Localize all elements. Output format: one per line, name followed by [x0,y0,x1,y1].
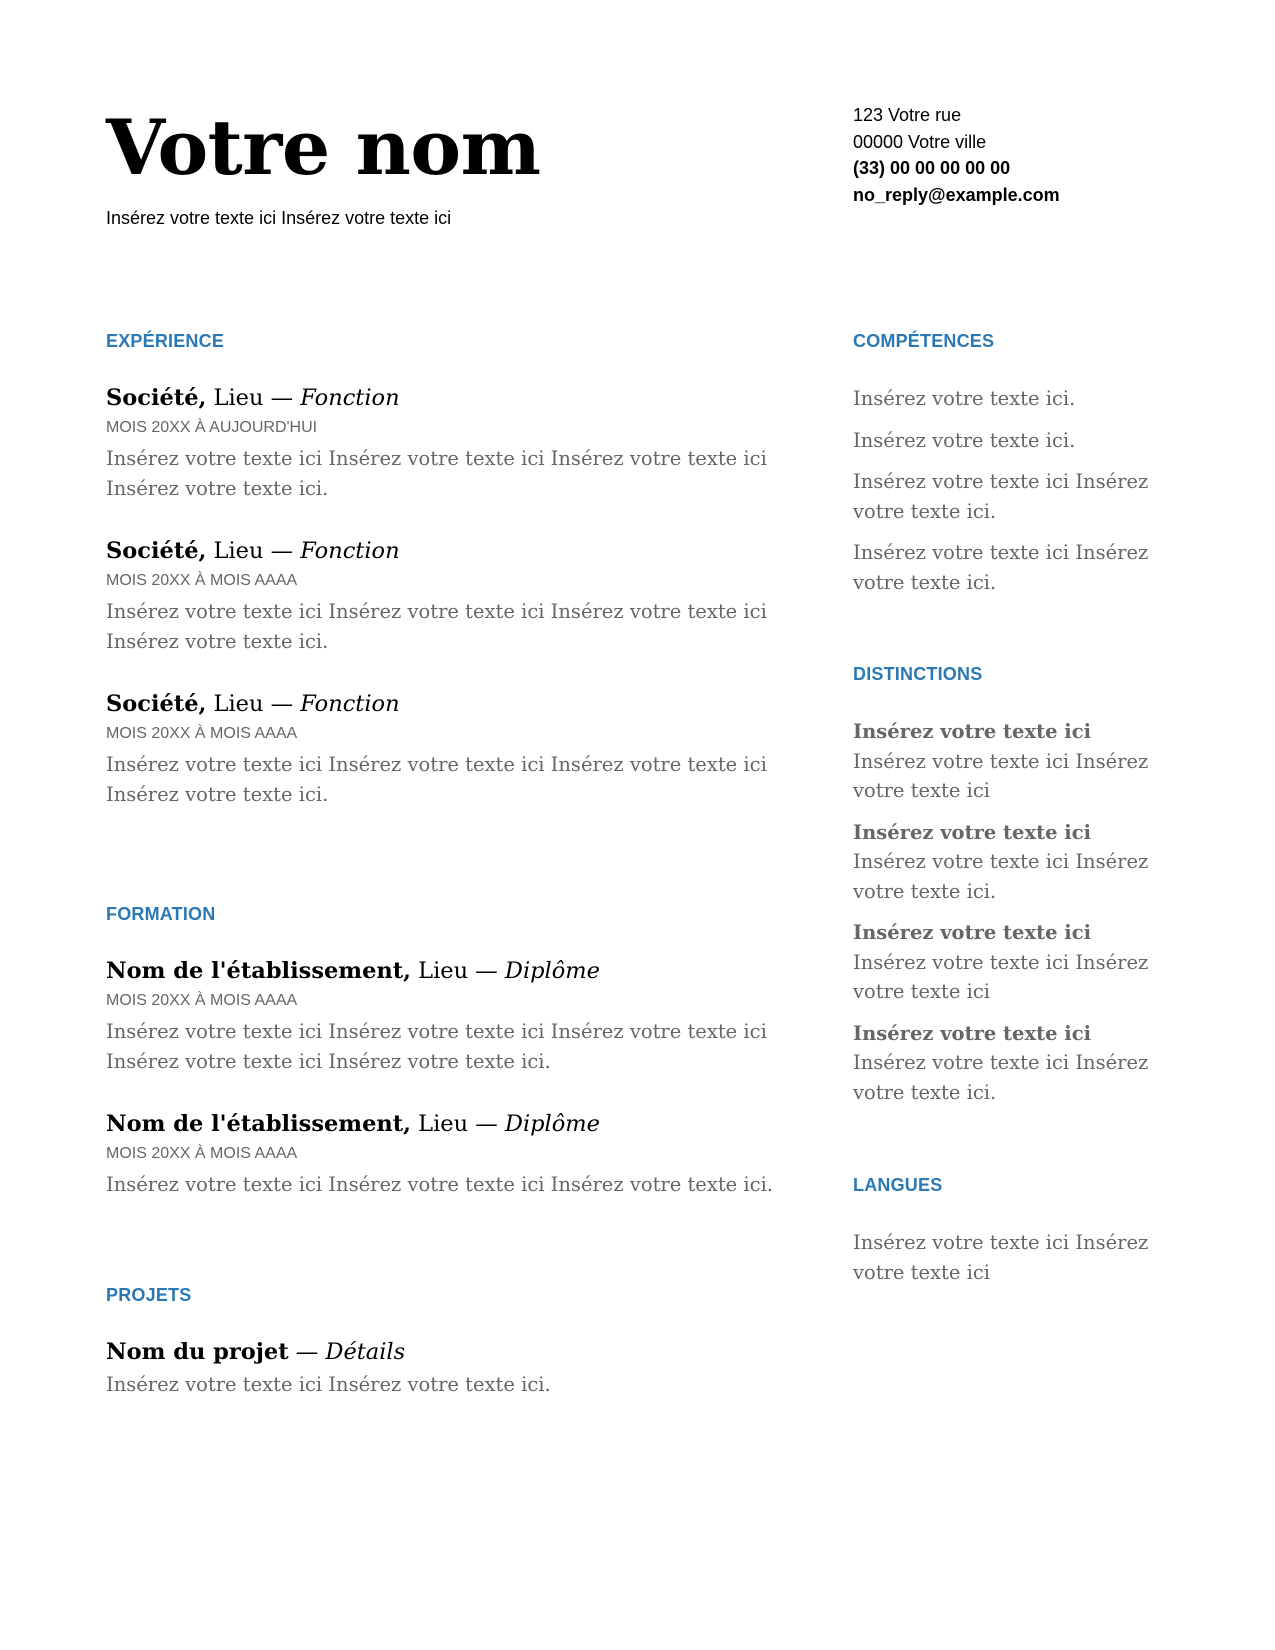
award-item-text: Insérez votre texte ici Insérez votre texte ici. [853,1051,1149,1104]
entry-description: Insérez votre texte ici Insérez votre texte ici. [106,1373,551,1396]
contact-email: no_reply@example.com [853,184,1060,205]
entry-place: Lieu — [206,691,301,717]
entry-dates: MOIS 20XX À MOIS AAAA [106,1145,298,1162]
entry-role: Fonction [300,385,400,411]
awards-section [853,662,1153,1107]
entry-description: Insérez votre texte ici Insérez votre texte ici Insérez votre texte ici Insérez votre texte ici. [106,600,767,653]
skill-item: Insérez votre texte ici Insérez votre texte ici. [853,541,1149,594]
entry-title [106,956,806,986]
award-item-bold: Insérez votre texte ici [853,820,1091,844]
entry-place: Lieu — [411,1111,505,1137]
section-title-languages: LANGUES [853,1175,943,1195]
award-item [853,1019,1153,1108]
languages-text: Insérez votre texte ici Insérez votre texte ici [853,1231,1149,1284]
entry-company: Société, [106,385,207,411]
entry-dates: MOIS 20XX À MOIS AAAA [106,992,298,1009]
entry-description: Insérez votre texte ici Insérez votre texte ici Insérez votre texte ici Insérez votre texte ici Insérez votre texte ici. [106,1020,767,1073]
entry-title [106,536,806,566]
contact-phone: (33) 00 00 00 00 00 [853,158,1011,178]
entry-role: Fonction [300,691,400,717]
experience-entry [106,689,806,809]
languages-section [853,1173,1153,1287]
contact-city: 00000 Votre ville [853,131,987,152]
education-section [106,902,806,1200]
contact-street: 123 Votre rue [853,105,962,125]
entry-title [106,383,806,413]
skill-item: Insérez votre texte ici Insérez votre texte ici. [853,470,1149,523]
entry-place: Lieu — [206,385,301,411]
entry-separator: — [288,1339,326,1365]
entry-company: Société, [106,691,207,717]
entry-description: Insérez votre texte ici Insérez votre texte ici Insérez votre texte ici Insérez votre texte ici. [106,447,767,500]
skill-item: Insérez votre texte ici. [853,428,1076,452]
section-title-skills: COMPÉTENCES [853,331,995,351]
entry-role: Fonction [300,538,400,564]
entry-dates: MOIS 20XX À MOIS AAAA [106,725,298,742]
entry-details: Détails [325,1339,406,1365]
section-title-awards: DISTINCTIONS [853,664,983,684]
projects-section [106,1283,806,1400]
entry-company: Société, [106,538,207,564]
section-title-experience: EXPÉRIENCE [106,331,225,351]
entry-place: Lieu — [411,958,505,984]
entry-school: Nom de l'établissement, [106,1111,412,1137]
entry-description: Insérez votre texte ici Insérez votre texte ici Insérez votre texte ici Insérez votre texte ici. [106,753,767,806]
entry-school: Nom de l'établissement, [106,958,412,984]
experience-entry [106,536,806,656]
contact-block [853,102,1233,208]
award-item [853,717,1153,806]
tagline: Insérez votre texte ici Insérez votre texte ici [106,208,452,228]
section-title-education: FORMATION [106,904,216,924]
section-title-projects: PROJETS [106,1285,192,1305]
entry-title [106,1109,806,1139]
entry-dates: MOIS 20XX À MOIS AAAA [106,572,298,589]
skills-section [853,329,1153,597]
award-item-text: Insérez votre texte ici Insérez votre texte ici [853,950,1149,1003]
award-item [853,918,1153,1007]
resume-name: Votre nom [106,103,541,192]
entry-degree: Diplôme [504,958,600,984]
entry-title [106,1337,806,1367]
award-item-bold: Insérez votre texte ici [853,720,1091,743]
education-entry [106,1109,806,1200]
entry-dates: MOIS 20XX À AUJOURD'HUI [106,419,318,436]
entry-place: Lieu — [206,538,301,564]
experience-entry [106,383,806,503]
award-item-bold: Insérez votre texte ici [853,1021,1091,1045]
award-item-text: Insérez votre texte ici Insérez votre texte ici. [853,850,1149,903]
skill-item: Insérez votre texte ici. [853,387,1076,410]
experience-section [106,329,806,809]
entry-degree: Diplôme [504,1111,600,1137]
education-entry [106,956,806,1076]
award-item [853,818,1153,907]
award-item-bold: Insérez votre texte ici [853,921,1091,944]
entry-title [106,689,806,719]
award-item-text: Insérez votre texte ici Insérez votre texte ici [853,749,1149,802]
entry-description: Insérez votre texte ici Insérez votre texte ici Insérez votre texte ici. [106,1173,774,1196]
project-entry [106,1337,806,1400]
entry-project-name: Nom du projet [106,1339,289,1365]
